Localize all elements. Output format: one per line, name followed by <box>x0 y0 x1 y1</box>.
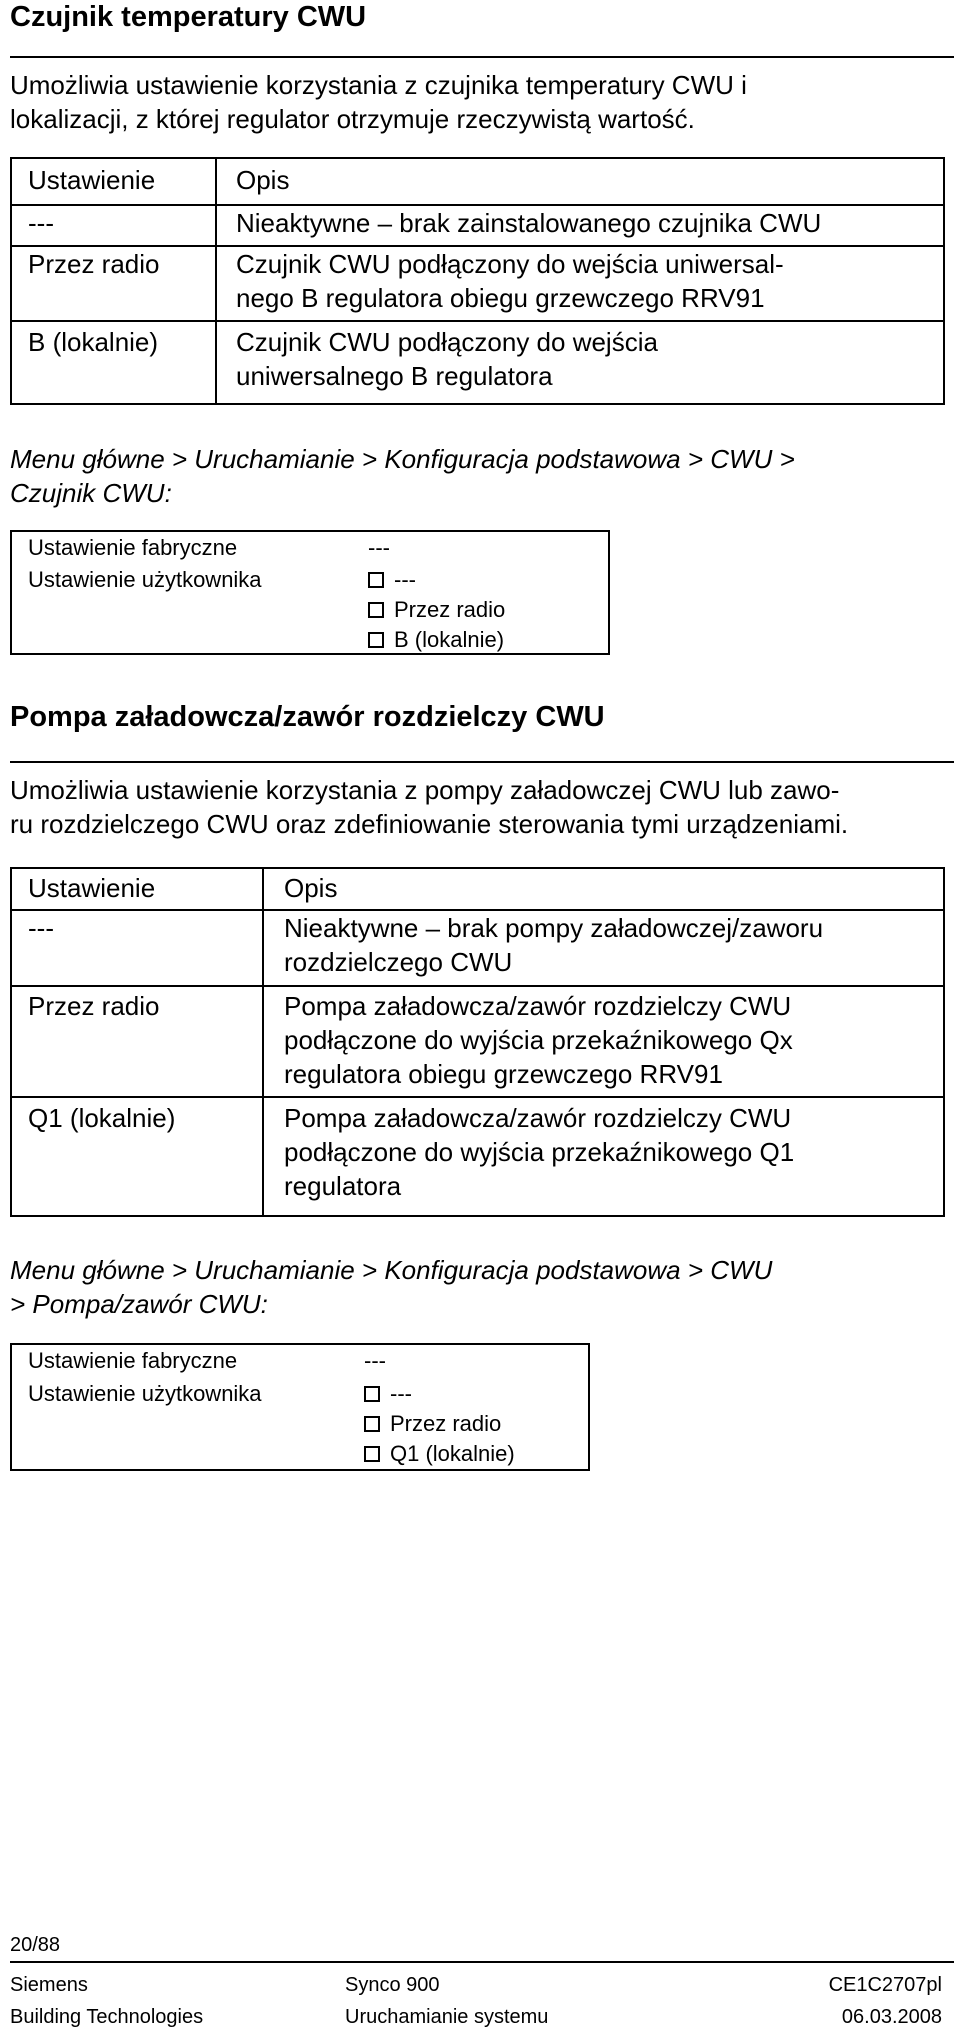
table-cell-setting: B (lokalnie) <box>28 327 159 357</box>
settings-table <box>10 157 945 405</box>
option-label: Przez radio <box>390 1411 502 1436</box>
option-label: Q1 (lokalnie) <box>390 1441 515 1466</box>
menu-path: Czujnik CWU: <box>10 478 172 508</box>
user-setting-label: Ustawienie użytkownika <box>28 1381 262 1406</box>
option-item <box>364 1379 412 1409</box>
heading-rule <box>10 56 954 58</box>
table-cell-description: podłączone do wyjścia przekaźnikowego Qx <box>284 1025 793 1055</box>
table-cell-setting: --- <box>28 913 54 943</box>
factory-setting-value: --- <box>364 1348 386 1373</box>
table-cell-description: regulatora <box>284 1171 402 1201</box>
table-column-divider <box>262 869 264 1215</box>
table-cell-description: rozdzielczego CWU <box>284 947 513 977</box>
footer-company: Siemens <box>10 1974 88 1996</box>
table-cell-setting: Q1 (lokalnie) <box>28 1103 176 1133</box>
option-label: --- <box>390 1381 412 1406</box>
table-header-cell: Ustawienie <box>28 873 156 903</box>
checkbox-icon <box>368 602 384 618</box>
footer-date: 06.03.2008 <box>841 2006 942 2028</box>
menu-path: > Pompa/zawór CWU: <box>10 1289 268 1319</box>
table-cell-description: Czujnik CWU podłączony do wejścia <box>236 327 658 357</box>
table-row-divider <box>12 985 943 987</box>
factory-setting-label: Ustawienie fabryczne <box>28 1348 238 1373</box>
intro-text-line: Umożliwia ustawienie korzystania z pompy załadowczej CWU lub zawo- <box>10 775 840 805</box>
table-cell-setting: --- <box>28 208 54 238</box>
section-heading: Pompa załadowcza/zawór rozdzielczy CWU <box>10 701 605 733</box>
table-row-divider <box>12 320 943 322</box>
footer-product: Synco 900 <box>345 1974 440 1996</box>
table-header-cell: Ustawienie <box>28 165 156 195</box>
table-cell-description: podłączone do wyjścia przekaźnikowego Q1 <box>284 1137 795 1167</box>
option-item <box>368 625 504 655</box>
option-label: Przez radio <box>394 597 506 622</box>
intro-text-line: lokalizacji, z której regulator otrzymuje rzeczywistą wartość. <box>10 104 695 134</box>
factory-setting-value: --- <box>368 535 390 560</box>
footer-rule <box>10 1961 954 1963</box>
section-heading: Czujnik temperatury CWU <box>10 1 367 33</box>
menu-path: Menu główne > Uruchamianie > Konfiguracja podstawowa > CWU > <box>10 444 795 474</box>
user-setting-label: Ustawienie użytkownika <box>28 567 262 592</box>
table-cell-description: Pompa załadowcza/zawór rozdzielczy CWU <box>284 1103 792 1133</box>
heading-rule <box>10 761 954 763</box>
factory-settings-table <box>10 1343 590 1471</box>
table-cell-description: Nieaktywne – brak pompy załadowczej/zaworu <box>284 913 824 943</box>
factory-setting-label: Ustawienie fabryczne <box>28 535 238 560</box>
footer-doc-title: Uruchamianie systemu <box>345 2006 549 2028</box>
page-number: 20/88 <box>10 1934 61 1956</box>
table-cell-description: nego B regulatora obiegu grzewczego RRV91 <box>236 283 765 313</box>
footer-doc-id: CE1C2707pl <box>828 1974 942 1996</box>
option-item <box>364 1439 515 1469</box>
table-header-cell: Opis <box>284 873 338 903</box>
menu-path: Menu główne > Uruchamianie > Konfiguracja podstawowa > CWU <box>10 1255 773 1285</box>
table-cell-description: regulatora obiegu grzewczego RRV91 <box>284 1059 723 1089</box>
table-row-divider <box>12 1096 943 1098</box>
intro-text-line: Umożliwia ustawienie korzystania z czujnika temperatury CWU i <box>10 70 747 100</box>
table-cell-description: Czujnik CWU podłączony do wejścia uniwersal- <box>236 249 784 279</box>
checkbox-icon <box>364 1416 380 1432</box>
footer-division: Building Technologies <box>10 2006 204 2028</box>
table-cell-description: Pompa załadowcza/zawór rozdzielczy CWU <box>284 991 792 1021</box>
option-item <box>364 1409 501 1439</box>
settings-table <box>10 867 945 1217</box>
checkbox-icon <box>364 1386 380 1402</box>
table-header-cell: Opis <box>236 165 290 195</box>
option-label: --- <box>394 567 416 592</box>
factory-settings-table <box>10 530 610 655</box>
table-cell-description: Nieaktywne – brak zainstalowanego czujnika CWU <box>236 208 822 238</box>
checkbox-icon <box>368 632 384 648</box>
table-cell-setting: Przez radio <box>28 249 160 279</box>
intro-text-line: ru rozdzielczego CWU oraz zdefiniowanie sterowania tymi urządzeniami. <box>10 809 849 839</box>
option-item <box>368 595 505 625</box>
option-label: B (lokalnie) <box>394 627 505 652</box>
table-cell-description: uniwersalnego B regulatora <box>236 361 553 391</box>
checkbox-icon <box>368 572 384 588</box>
table-cell-setting: Przez radio <box>28 991 160 1021</box>
table-column-divider <box>215 159 217 403</box>
option-item <box>368 565 416 595</box>
checkbox-icon <box>364 1446 380 1462</box>
